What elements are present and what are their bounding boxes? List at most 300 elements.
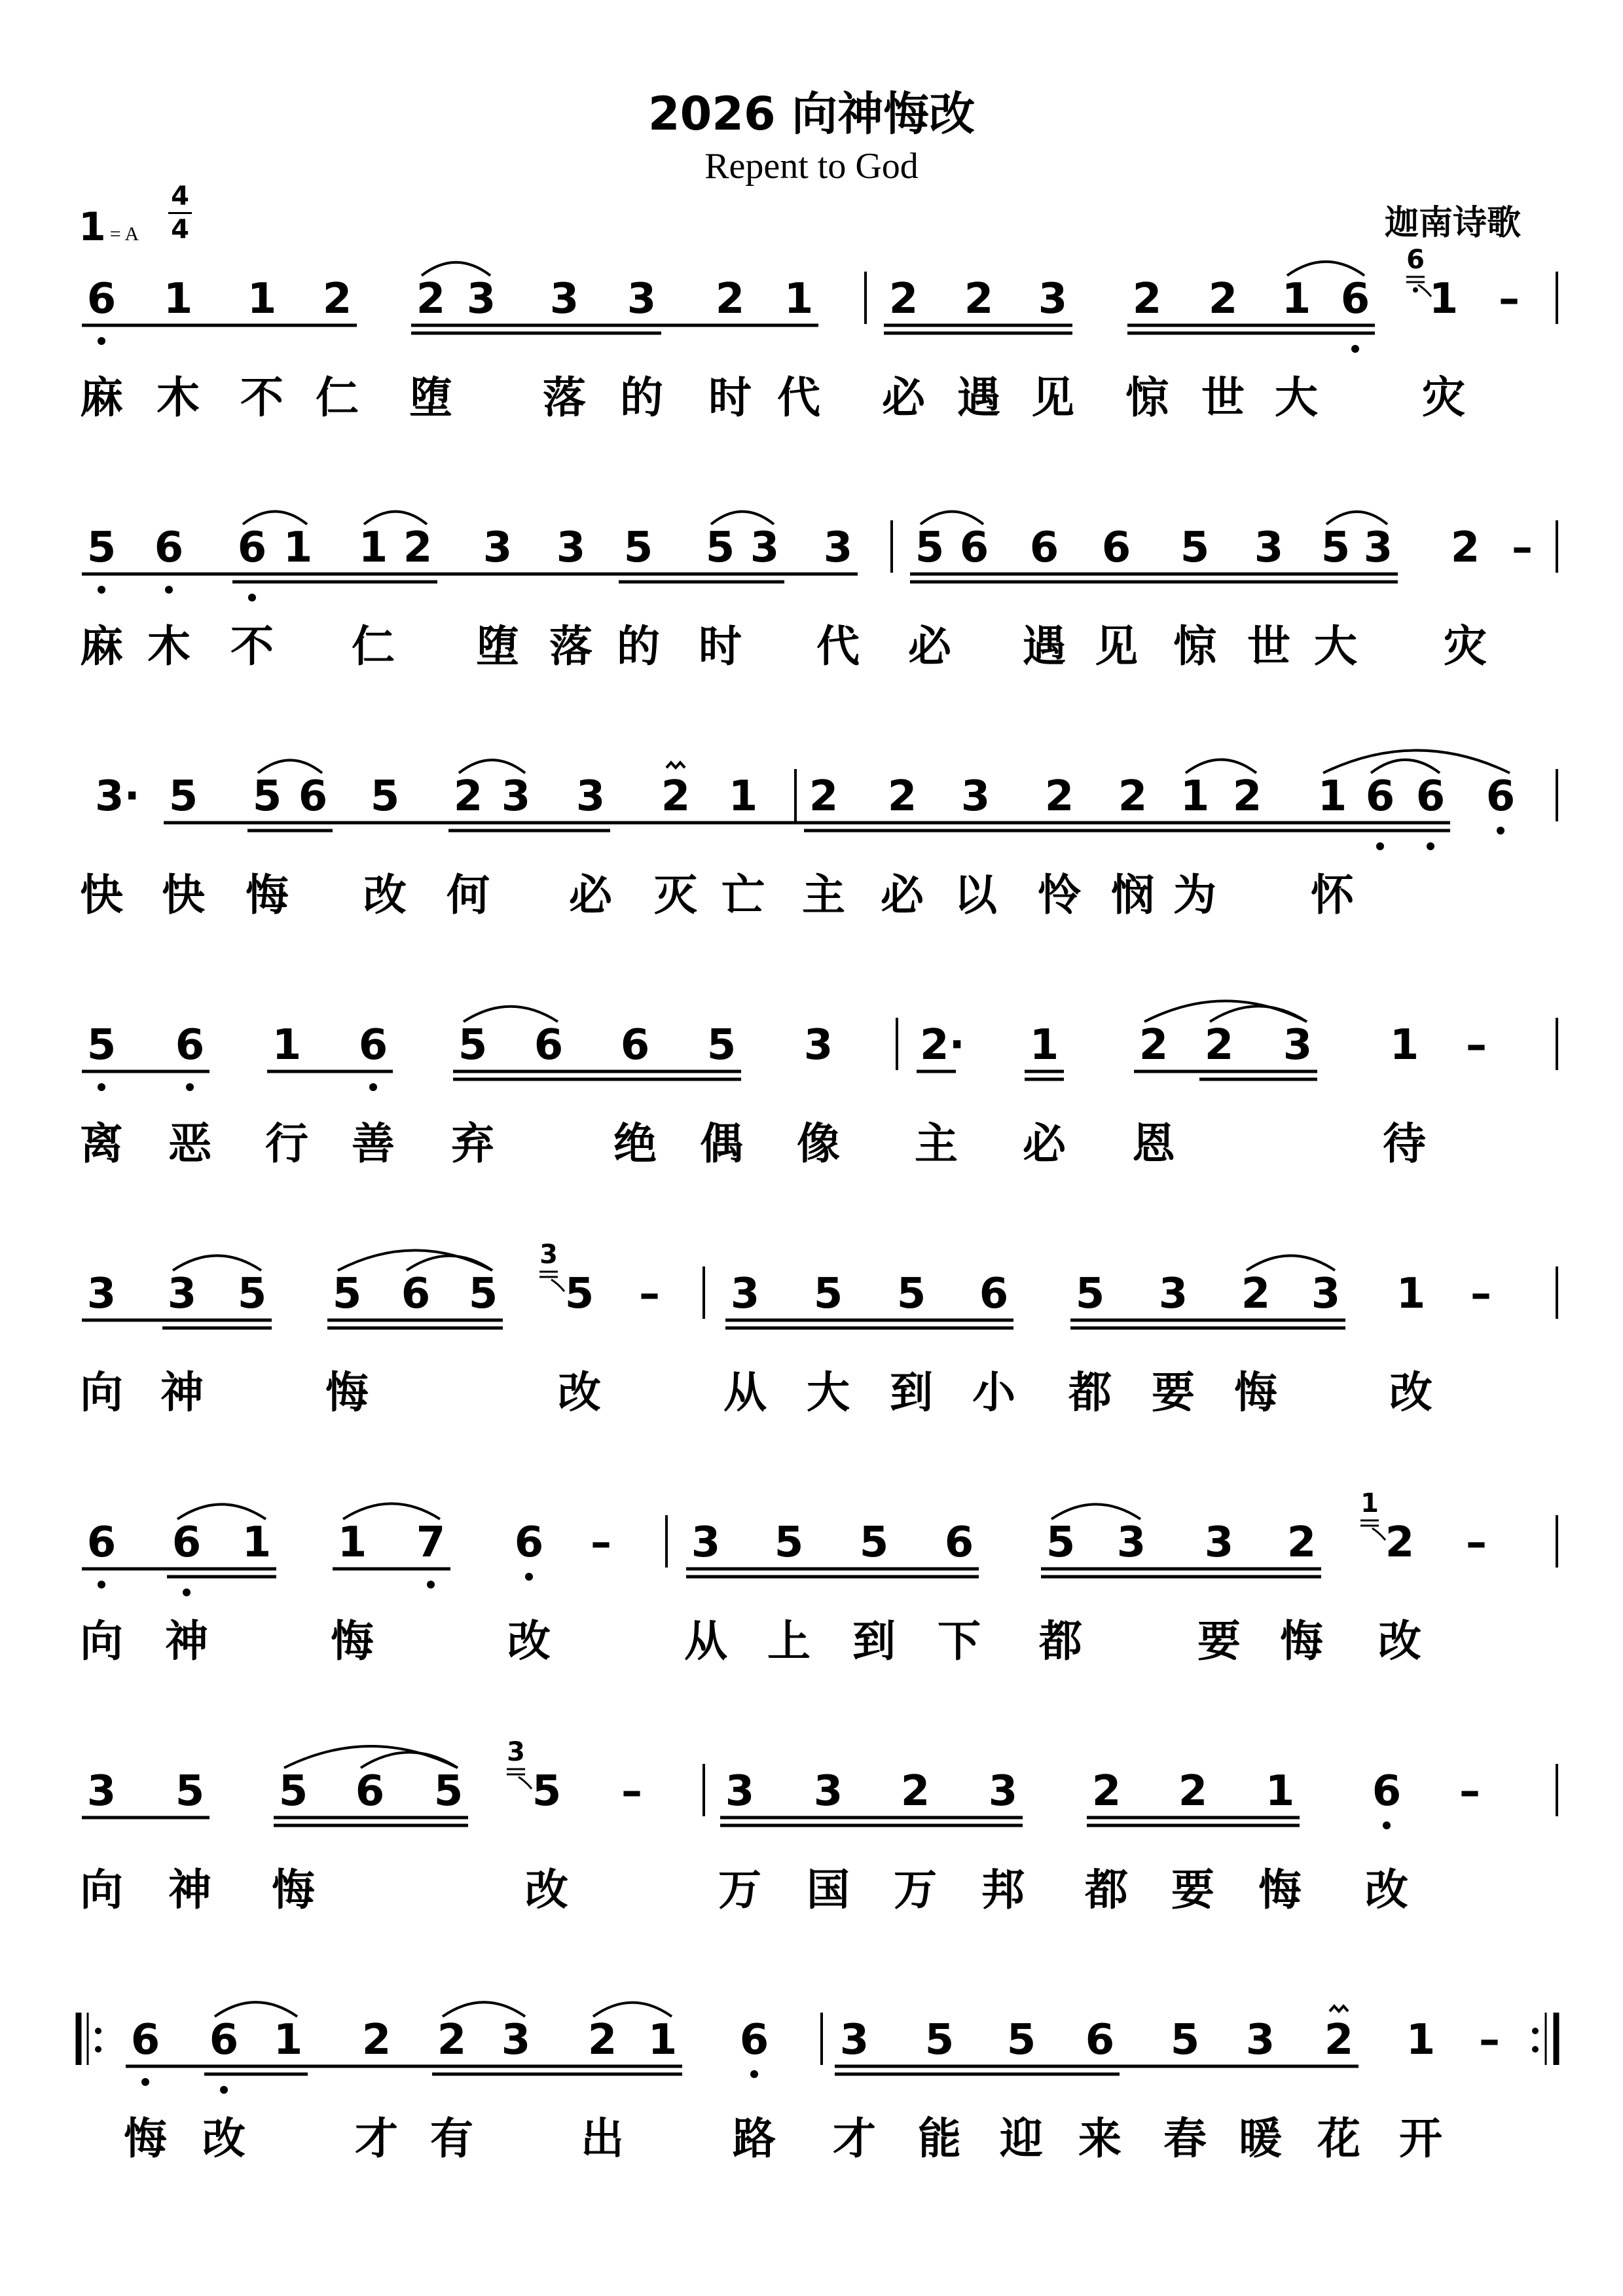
note: 6 <box>944 1518 974 1567</box>
lyric-char: 春 <box>1163 2113 1207 2164</box>
lyric-char: 落 <box>543 372 586 423</box>
note: 2 <box>416 275 446 323</box>
low-octave-dot <box>1497 827 1504 834</box>
note: 6 <box>401 1270 431 1318</box>
slur <box>343 1503 440 1519</box>
lyric-char: 木 <box>147 621 191 672</box>
lyric-char: 遇 <box>1023 621 1066 672</box>
grace-note: 3 <box>507 1737 525 1767</box>
note: 5 <box>433 1767 464 1816</box>
note: 6 <box>130 2016 160 2064</box>
note: 1 <box>1429 275 1459 323</box>
grace-note: 3 <box>539 1240 558 1270</box>
note: 2 <box>1204 1021 1234 1069</box>
note: 6 <box>514 1518 544 1567</box>
note: – <box>1466 1518 1487 1567</box>
note: 6 <box>358 1021 388 1069</box>
note: 5 <box>623 524 653 572</box>
note: 2 <box>453 772 483 821</box>
lyric-char: 向 <box>80 1367 123 1418</box>
lyric-char: 仁 <box>316 372 359 423</box>
lyric-char: 灭 <box>654 870 697 920</box>
note: – <box>1512 524 1533 572</box>
lyric-char: 主 <box>915 1119 958 1169</box>
lyric-char: 堕 <box>409 372 452 423</box>
note: 3 <box>501 772 531 821</box>
lyric-char: 亡 <box>721 870 765 920</box>
low-octave-dot <box>183 1588 191 1596</box>
lyric-char: 从 <box>684 1616 727 1666</box>
slur <box>443 2002 525 2017</box>
lyric-char: 悔 <box>272 1865 315 1915</box>
lyric-char: 暖 <box>1239 2113 1282 2164</box>
note: 5 <box>332 1270 362 1318</box>
grace-note: 1 <box>1360 1488 1379 1518</box>
note: 3 <box>1038 275 1068 323</box>
note: – <box>621 1767 642 1816</box>
lyric-char: 麻 <box>80 621 123 672</box>
note: 1 <box>1396 1270 1426 1318</box>
note: 2 <box>964 275 994 323</box>
lyric-char: 怜 <box>1038 870 1081 920</box>
note: 5 <box>774 1518 804 1567</box>
note: 3 <box>86 1270 117 1318</box>
repeat-dot <box>1532 2028 1539 2034</box>
note: 5 <box>252 772 282 821</box>
lyric-char: 不 <box>230 621 274 672</box>
key-label: = A <box>109 223 139 245</box>
note: 7 <box>416 1518 446 1567</box>
lyric-char: 待 <box>1383 1119 1426 1169</box>
lyric-char: 到 <box>852 1616 896 1666</box>
low-octave-dot <box>98 337 105 345</box>
note: 5 <box>896 1270 926 1318</box>
low-octave-dot <box>98 586 105 594</box>
note: 2· <box>920 1021 965 1069</box>
lyric-char: 万 <box>894 1865 937 1915</box>
note: 5 <box>168 772 198 821</box>
lyric-char: 惊 <box>1125 372 1169 423</box>
note: 6 <box>1340 275 1370 323</box>
grace-tie <box>1372 1528 1385 1540</box>
note: 6 <box>86 1518 117 1567</box>
note: 1 <box>647 2016 678 2064</box>
note: 3 <box>627 275 657 323</box>
repeat-dot <box>1532 2046 1539 2053</box>
lyric-char: 来 <box>1078 2113 1122 2164</box>
lyric-char: 都 <box>1068 1367 1112 1418</box>
note: 5 <box>532 1767 562 1816</box>
lyric-char: 悔 <box>124 2113 167 2164</box>
repeat-dot <box>95 2046 101 2053</box>
note: 5 <box>924 2016 955 2064</box>
low-octave-dot <box>1383 1821 1391 1829</box>
note: 2 <box>1091 1767 1122 1816</box>
lyric-char: 悔 <box>325 1367 369 1418</box>
note: 1 <box>337 1518 367 1567</box>
lyric-char: 下 <box>938 1616 981 1666</box>
note: 2 <box>1450 524 1480 572</box>
note: 3 <box>1311 1270 1341 1318</box>
note: 5 <box>1180 524 1210 572</box>
note: 1 <box>1265 1767 1295 1816</box>
lyric-char: 惊 <box>1173 621 1216 672</box>
slur <box>1186 760 1256 773</box>
grace-note: 6 <box>1406 245 1425 275</box>
note: 1 <box>784 275 814 323</box>
lyric-char: 灾 <box>1444 621 1487 672</box>
slur <box>422 262 490 276</box>
note: – <box>591 1518 611 1567</box>
note: 6 <box>355 1767 385 1816</box>
note: 1 <box>1317 772 1347 821</box>
slur <box>173 1255 261 1270</box>
lyric-char: 要 <box>1152 1367 1195 1418</box>
note: 5 <box>468 1270 498 1318</box>
song-title: 2026 向神悔改 <box>647 87 976 141</box>
low-octave-dot <box>750 2070 758 2078</box>
note: 3 <box>1254 524 1284 572</box>
note: 2 <box>322 275 352 323</box>
lyric-char: 有 <box>430 2113 473 2164</box>
lyric-char: 时 <box>699 621 742 672</box>
note: 6 <box>1486 772 1516 821</box>
slur <box>711 512 774 524</box>
repeat-dot <box>95 2028 101 2034</box>
grace-tie <box>519 1777 532 1789</box>
note: 3 <box>1245 2016 1275 2064</box>
note: 5 <box>1321 524 1351 572</box>
note: 3 <box>813 1767 843 1816</box>
note: 2 <box>1139 1021 1169 1069</box>
lyric-char: 神 <box>160 1367 204 1418</box>
note: – <box>1466 1021 1487 1069</box>
note: 2 <box>1324 2016 1354 2064</box>
lyric-char: 大 <box>1314 621 1357 672</box>
lyric-char: 快 <box>162 870 205 920</box>
lyric-char: 必 <box>882 372 925 423</box>
lyric-char: 大 <box>807 1367 850 1418</box>
lyric-char: 出 <box>581 2113 624 2164</box>
note: 3 <box>575 772 606 821</box>
lyric-char: 时 <box>708 372 752 423</box>
lyric-char: 悔 <box>1280 1616 1323 1666</box>
note: 3 <box>501 2016 531 2064</box>
note: – <box>639 1270 660 1318</box>
note: 1 <box>1029 1021 1059 1069</box>
lyric-char: 主 <box>802 870 845 920</box>
lyric-char: 才 <box>355 2113 398 2164</box>
note: 2 <box>587 2016 617 2064</box>
note: 5 <box>564 1270 594 1318</box>
lyric-char: 要 <box>1171 1865 1214 1915</box>
slur <box>1210 1006 1307 1022</box>
lyric-char: 才 <box>833 2113 876 2164</box>
note: 5 <box>1046 1518 1076 1567</box>
lyric-char: 神 <box>168 1865 211 1915</box>
note: 6 <box>979 1270 1009 1318</box>
lyric-char: 必 <box>881 870 924 920</box>
note: 2 <box>809 772 839 821</box>
lyric-char: 向 <box>80 1865 123 1915</box>
note: 6 <box>739 2016 769 2064</box>
lyric-char: 代 <box>777 372 820 423</box>
note: 5 <box>813 1270 843 1318</box>
lyric-char: 偶 <box>700 1119 743 1169</box>
note: 3 <box>960 772 991 821</box>
lyric-char: 改 <box>1365 1865 1408 1915</box>
lyric-char: 世 <box>1247 621 1290 672</box>
note: 2 <box>1232 772 1262 821</box>
lyric-char: 弃 <box>451 1119 494 1169</box>
low-octave-dot <box>1376 842 1384 850</box>
lyric-char: 的 <box>620 372 663 423</box>
low-octave-dot <box>1351 345 1359 353</box>
note: 1 <box>1406 2016 1436 2064</box>
note: 2 <box>361 2016 392 2064</box>
note: 3 <box>750 524 780 572</box>
note: 2 <box>888 275 919 323</box>
note: 5 <box>705 524 735 572</box>
note: 3 <box>1158 1270 1188 1318</box>
note: 5 <box>458 1021 488 1069</box>
lyric-char: 行 <box>265 1119 308 1169</box>
lyric-char: 改 <box>507 1616 551 1666</box>
slur <box>407 1256 492 1270</box>
note: 3 <box>466 275 496 323</box>
lyric-char: 悔 <box>331 1616 374 1666</box>
note: 5 <box>1075 1270 1105 1318</box>
note: 5 <box>237 1270 267 1318</box>
note: 1 <box>272 1021 302 1069</box>
lyric-char: 遇 <box>957 372 1000 423</box>
note: 3 <box>725 1767 755 1816</box>
note: 1 <box>247 275 277 323</box>
lyric-char: 迎 <box>1000 2113 1043 2164</box>
note: 1 <box>1180 772 1210 821</box>
lyric-char: 花 <box>1317 2113 1360 2164</box>
note: 2 <box>715 275 745 323</box>
lyric-char: 必 <box>1023 1119 1066 1169</box>
lyric-char: 改 <box>1378 1616 1421 1666</box>
lyric-char: 都 <box>1085 1865 1128 1915</box>
note: 5 <box>1006 2016 1036 2064</box>
low-octave-dot <box>248 594 256 601</box>
note: 6 <box>175 1021 205 1069</box>
author-credit: 迦南诗歌 <box>1385 204 1522 243</box>
lyric-char: 怀 <box>1311 870 1354 920</box>
lyric-char: 路 <box>733 2113 776 2164</box>
song-subtitle: Repent to God <box>704 146 919 187</box>
lyric-char: 改 <box>363 870 407 920</box>
note: 5 <box>278 1767 308 1816</box>
lyric-char: 小 <box>972 1367 1015 1418</box>
slur <box>361 1752 458 1768</box>
grace-tie <box>1418 285 1431 296</box>
note: 3 <box>823 524 853 572</box>
low-octave-dot <box>1427 842 1434 850</box>
note: 5 <box>370 772 400 821</box>
lyric-char: 代 <box>816 621 860 672</box>
lyric-char: 必 <box>908 621 951 672</box>
lyric-char: 堕 <box>476 621 519 672</box>
note: 1 <box>1281 275 1311 323</box>
lyric-char: 恩 <box>1132 1119 1175 1169</box>
note: 3 <box>483 524 513 572</box>
lyric-char: 大 <box>1275 372 1318 423</box>
note: – <box>1479 2016 1500 2064</box>
lyric-char: 悔 <box>246 870 289 920</box>
note: 1 <box>358 524 388 572</box>
lyric-char: 仁 <box>352 621 395 672</box>
slur <box>1371 760 1440 773</box>
slur <box>921 512 983 524</box>
note: – <box>1459 1767 1480 1816</box>
slur <box>364 512 427 524</box>
lyric-char: 何 <box>447 870 490 920</box>
slur <box>1247 1255 1335 1270</box>
note: 6 <box>237 524 267 572</box>
slur <box>459 760 525 773</box>
note: 2 <box>1132 275 1162 323</box>
note: 3 <box>167 1270 197 1318</box>
lyric-char: 必 <box>569 870 612 920</box>
note: 2 <box>437 2016 467 2064</box>
low-octave-dot <box>186 1083 194 1091</box>
lyric-char: 悯 <box>1111 870 1154 920</box>
note: 6 <box>1085 2016 1115 2064</box>
note: 2 <box>1385 1518 1415 1567</box>
note: 6 <box>1372 1767 1402 1816</box>
note: 6 <box>959 524 989 572</box>
note: 3 <box>1363 524 1393 572</box>
low-octave-dot <box>98 1581 105 1588</box>
lyric-char: 从 <box>723 1367 767 1418</box>
lyric-char: 改 <box>202 2113 246 2164</box>
note: 3 <box>1283 1021 1313 1069</box>
note: 2 <box>1286 1518 1317 1567</box>
slur <box>464 1007 558 1022</box>
lyric-char: 快 <box>80 870 123 920</box>
note: 5 <box>915 524 945 572</box>
lyric-char: 离 <box>80 1119 123 1169</box>
note: 3· <box>95 772 140 821</box>
note: – <box>1499 275 1520 323</box>
lyric-char: 到 <box>890 1367 933 1418</box>
note: 6 <box>172 1518 202 1567</box>
lyric-char: 要 <box>1197 1616 1241 1666</box>
slur <box>1287 262 1364 276</box>
grace-tie <box>551 1280 564 1291</box>
note: 2 <box>900 1767 930 1816</box>
note: 3 <box>1204 1518 1234 1567</box>
lyric-char: 灾 <box>1422 372 1465 423</box>
slur <box>1326 512 1387 524</box>
lyric-char: 改 <box>1389 1367 1432 1418</box>
note: 3 <box>803 1021 833 1069</box>
note: 1 <box>728 772 758 821</box>
note: 1 <box>242 1518 272 1567</box>
slur <box>258 760 322 773</box>
slur <box>243 511 307 524</box>
note: 2 <box>1044 772 1074 821</box>
time-bottom: 4 <box>171 215 189 245</box>
slur <box>338 1250 492 1270</box>
low-octave-dot <box>165 586 173 594</box>
low-octave-dot <box>525 1573 533 1581</box>
note: 6 <box>1101 524 1131 572</box>
lyric-char: 以 <box>954 870 997 920</box>
note: 3 <box>691 1518 721 1567</box>
note: 5 <box>1170 2016 1200 2064</box>
lyric-char: 悔 <box>1234 1367 1277 1418</box>
lyric-char: 像 <box>797 1119 840 1169</box>
note: 5 <box>859 1518 889 1567</box>
lyric-char: 改 <box>525 1865 568 1915</box>
note: 1 <box>163 275 193 323</box>
slur <box>177 1504 266 1519</box>
low-octave-dot <box>369 1083 377 1091</box>
lyric-char: 开 <box>1399 2113 1442 2164</box>
lyric-char: 神 <box>165 1616 208 1666</box>
note: 6 <box>1365 772 1395 821</box>
mordent-mark <box>1330 2006 1348 2011</box>
note: 6 <box>86 275 117 323</box>
slur <box>593 2003 672 2017</box>
low-octave-dot <box>141 2078 149 2086</box>
note: 2 <box>403 524 433 572</box>
note: 6 <box>1415 772 1446 821</box>
lyric-char: 恶 <box>168 1119 211 1169</box>
mordent-mark <box>666 762 685 768</box>
note: 3 <box>549 275 579 323</box>
grace-dot <box>1413 287 1418 293</box>
lyric-char: 见 <box>1095 621 1138 672</box>
lyric-char: 上 <box>767 1616 811 1666</box>
note: 2 <box>1178 1767 1208 1816</box>
note: 2 <box>1208 275 1238 323</box>
lyric-char: 都 <box>1039 1616 1082 1666</box>
lyric-char: 万 <box>718 1865 761 1915</box>
note: 3 <box>86 1767 117 1816</box>
lyric-char: 善 <box>352 1119 395 1169</box>
lyric-char: 绝 <box>613 1119 657 1169</box>
lyric-char: 木 <box>156 372 200 423</box>
low-octave-dot <box>427 1581 435 1588</box>
note: 5 <box>706 1021 737 1069</box>
note: 5 <box>86 1021 117 1069</box>
key-note: 1 <box>79 204 106 250</box>
lyric-char: 落 <box>549 621 593 672</box>
note: 6 <box>1029 524 1059 572</box>
note: 3 <box>556 524 586 572</box>
note: 2 <box>661 772 691 821</box>
note: 1 <box>1389 1021 1419 1069</box>
slur <box>215 2002 297 2017</box>
note: 6 <box>620 1021 650 1069</box>
lyric-char: 邦 <box>981 1865 1025 1915</box>
note: 1 <box>273 2016 303 2064</box>
note: 3 <box>730 1270 760 1318</box>
time-top: 4 <box>171 181 189 211</box>
lyric-char: 见 <box>1031 372 1074 423</box>
low-octave-dot <box>220 2086 228 2094</box>
note: 6 <box>534 1021 564 1069</box>
note: – <box>1470 1270 1491 1318</box>
lyric-char: 世 <box>1201 372 1245 423</box>
lyric-char: 不 <box>240 372 283 423</box>
lyric-char: 麻 <box>80 372 123 423</box>
